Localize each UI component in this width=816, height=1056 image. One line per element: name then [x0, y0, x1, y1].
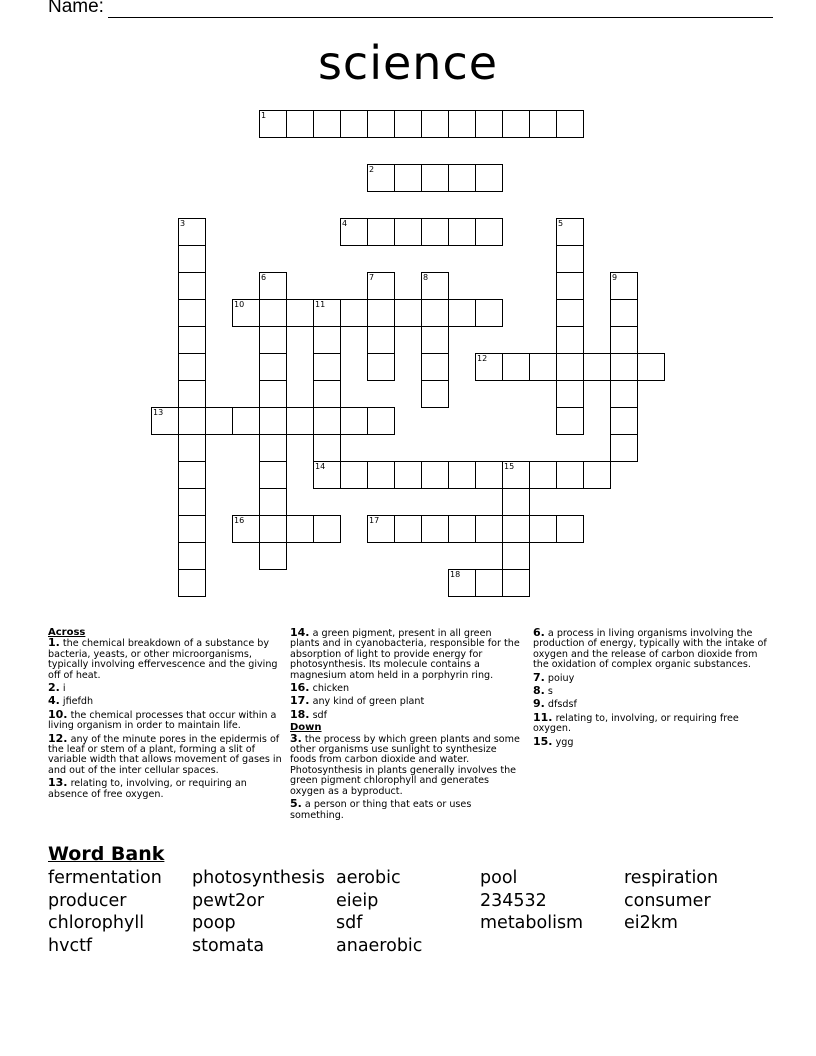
grid-cell[interactable]: [340, 110, 368, 138]
page-title: science: [317, 36, 499, 90]
grid-cell[interactable]: [502, 542, 530, 570]
word-bank-item: aerobic: [336, 868, 401, 888]
grid-cell[interactable]: [178, 407, 206, 435]
clue-text: the chemical breakdown of a substance by bacteria, yeasts, or other microorganisms, typically involving effervescence and the giving off of heat.: [48, 638, 278, 681]
grid-cell[interactable]: [448, 515, 476, 543]
clue: [533, 734, 768, 748]
grid-cell[interactable]: [394, 164, 422, 192]
clue-number: 14.: [290, 626, 310, 639]
clue-text: a process in living organisms involving the production of energy, typically with the intake of oxygen and the release of carbon dioxide from the oxidation of complex organic substances.: [533, 628, 767, 671]
grid-cell[interactable]: [556, 515, 584, 543]
grid-cell[interactable]: [367, 461, 395, 489]
clue-number: 18.: [290, 707, 310, 721]
word-bank-item: respiration: [624, 868, 719, 888]
word-bank-item: metabolism: [480, 913, 584, 933]
clue-number: 16.: [290, 681, 310, 695]
grid-cell[interactable]: [421, 326, 449, 354]
clue-number: 15: [504, 462, 515, 471]
clues-column-2: [290, 628, 520, 823]
grid-cell[interactable]: [475, 164, 503, 192]
grid-cell[interactable]: [340, 461, 368, 489]
word-bank: [48, 867, 768, 957]
grid-cell[interactable]: [178, 380, 206, 408]
grid-cell[interactable]: [205, 407, 233, 435]
grid-cell[interactable]: [394, 515, 422, 543]
grid-cell[interactable]: [529, 461, 557, 489]
grid-cell[interactable]: [421, 299, 449, 327]
grid-cell[interactable]: [394, 218, 422, 246]
clue-number: 14: [315, 462, 326, 471]
grid-cell[interactable]: [502, 353, 530, 381]
clue: [48, 683, 284, 694]
grid-cell[interactable]: [448, 299, 476, 327]
clue-text: jfiefdh: [62, 696, 94, 708]
grid-cell[interactable]: [178, 272, 206, 300]
clue-text: the process by which green plants and some other organisms use sunlight to synthesize foods from carbon dioxide and water. Photosynthesis in plants generally involves the green pigment chlorophyll and generates oxygen as a byproduct.: [290, 733, 520, 797]
grid-cell[interactable]: [556, 272, 584, 300]
grid-cell[interactable]: [502, 569, 530, 597]
grid-cell[interactable]: [340, 407, 368, 435]
clue-number: 4: [342, 219, 348, 228]
grid-cell[interactable]: [178, 542, 206, 570]
clue: [48, 778, 284, 800]
grid-cell[interactable]: [394, 299, 422, 327]
grid-cell[interactable]: [556, 326, 584, 354]
grid-cell[interactable]: [259, 515, 287, 543]
clue-text: poiuy: [547, 672, 575, 684]
grid-cell[interactable]: [448, 164, 476, 192]
clue-number: 11.: [533, 710, 553, 724]
clue: [290, 696, 520, 707]
clue-number: 5.: [290, 797, 302, 811]
clue-number: 10.: [48, 707, 68, 721]
clue-number: 8: [423, 273, 429, 282]
clue-number: 3: [180, 219, 186, 228]
grid-cell[interactable]: [367, 299, 395, 327]
grid-cell[interactable]: [529, 515, 557, 543]
clue-number: 12.: [48, 731, 68, 745]
clue-number: 13: [153, 408, 164, 417]
grid-cell[interactable]: [367, 353, 395, 381]
clue: [48, 707, 284, 732]
clue-text: ygg: [555, 736, 574, 748]
clue-text: i: [62, 683, 66, 695]
grid-cell[interactable]: [178, 245, 206, 273]
grid-cell[interactable]: [583, 461, 611, 489]
grid-cell[interactable]: [232, 299, 260, 327]
grid-cell[interactable]: [475, 110, 503, 138]
grid-cell[interactable]: [367, 515, 395, 543]
word-bank-item: stomata: [192, 935, 265, 956]
clue: [290, 628, 520, 681]
grid-cell[interactable]: [178, 488, 206, 516]
grid-cell[interactable]: [367, 110, 395, 138]
grid-cell[interactable]: [259, 488, 287, 516]
grid-cell[interactable]: [421, 110, 449, 138]
clue: [290, 799, 520, 821]
grid-cell[interactable]: [259, 272, 287, 300]
grid-cell[interactable]: [259, 380, 287, 408]
word-bank-item: pool: [480, 868, 518, 888]
grid-cell[interactable]: [448, 218, 476, 246]
grid-cell[interactable]: [286, 515, 314, 543]
grid-cell[interactable]: [313, 434, 341, 462]
grid-cell[interactable]: [313, 110, 341, 138]
grid-cell[interactable]: [502, 461, 530, 489]
grid-cell[interactable]: [529, 353, 557, 381]
clues-column-3: [533, 628, 768, 750]
clue: [533, 686, 768, 697]
grid-cell[interactable]: [610, 353, 638, 381]
clue-text: a person or thing that eats or uses something.: [290, 799, 472, 821]
grid-cell[interactable]: [610, 407, 638, 435]
grid-cell[interactable]: [448, 569, 476, 597]
grid-cell[interactable]: [421, 353, 449, 381]
clue-number: 11: [315, 300, 326, 309]
grid-cell[interactable]: [340, 218, 368, 246]
clue-text: the chemical processes that occur within a living organism in order to maintain life.: [48, 709, 277, 732]
clue-text: any kind of green plant: [312, 696, 425, 708]
grid-cell[interactable]: [475, 569, 503, 597]
clue-text: sdf: [312, 709, 328, 721]
clue-number: 12: [477, 354, 488, 363]
clue-number: 7: [369, 273, 375, 282]
name-label: Name:: [48, 0, 104, 17]
clue-text: dfsdsf: [547, 699, 577, 711]
grid-cell[interactable]: [610, 326, 638, 354]
name-line[interactable]: [108, 0, 773, 18]
clue-text: relating to, involving, or requiring an absence of free oxygen.: [48, 778, 247, 800]
clue-number: 16: [234, 516, 245, 525]
grid-cell[interactable]: [151, 407, 179, 435]
grid-cell[interactable]: [313, 380, 341, 408]
clue-number: 1: [261, 111, 267, 120]
word-bank-item: consumer: [624, 890, 711, 911]
grid-cell[interactable]: [367, 164, 395, 192]
grid-cell[interactable]: [178, 353, 206, 381]
grid-cell[interactable]: [610, 434, 638, 462]
grid-cell[interactable]: [502, 515, 530, 543]
across-heading: Across: [48, 627, 86, 638]
grid-cell[interactable]: [232, 515, 260, 543]
grid-cell[interactable]: [313, 515, 341, 543]
clue: [48, 731, 284, 777]
grid-cell[interactable]: [367, 407, 395, 435]
grid-cell[interactable]: [556, 245, 584, 273]
grid-cell[interactable]: [178, 515, 206, 543]
grid-cell[interactable]: [313, 461, 341, 489]
word-bank-item: producer: [48, 890, 127, 911]
clue: [290, 731, 520, 797]
grid-cell[interactable]: [367, 218, 395, 246]
grid-cell[interactable]: [556, 110, 584, 138]
grid-cell[interactable]: [313, 299, 341, 327]
grid-cell[interactable]: [556, 299, 584, 327]
grid-cell[interactable]: [529, 110, 557, 138]
clue: [290, 683, 520, 694]
grid-cell[interactable]: [394, 110, 422, 138]
grid-cell[interactable]: [448, 110, 476, 138]
clue-number: 1.: [48, 636, 60, 650]
grid-cell[interactable]: [313, 407, 341, 435]
clue: [533, 710, 768, 735]
grid-cell[interactable]: [610, 299, 638, 327]
word-bank-item: eieip: [336, 890, 379, 911]
word-bank-item: ei2km: [624, 913, 678, 933]
grid-cell[interactable]: [178, 326, 206, 354]
grid-cell[interactable]: [421, 272, 449, 300]
clue-number: 15.: [533, 734, 553, 748]
grid-cell[interactable]: [286, 407, 314, 435]
grid-cell[interactable]: [475, 299, 503, 327]
clue: [48, 638, 284, 681]
grid-cell[interactable]: [475, 461, 503, 489]
grid-cell[interactable]: [475, 218, 503, 246]
grid-cell[interactable]: [286, 299, 314, 327]
word-bank-item: 234532: [480, 890, 547, 911]
clue: [533, 628, 768, 671]
grid-cell[interactable]: [502, 488, 530, 516]
grid-cell[interactable]: [367, 326, 395, 354]
grid-cell[interactable]: [556, 218, 584, 246]
grid-cell[interactable]: [610, 272, 638, 300]
clue-number: 7.: [533, 670, 545, 684]
grid-cell[interactable]: [421, 164, 449, 192]
word-bank-item: fermentation: [48, 868, 162, 888]
clue-number: 3.: [290, 731, 302, 745]
grid-cell[interactable]: [583, 353, 611, 381]
grid-cell[interactable]: [502, 110, 530, 138]
grid-cell[interactable]: [421, 380, 449, 408]
clue-number: 2: [369, 165, 375, 174]
grid-cell[interactable]: [259, 434, 287, 462]
clue-number: 18: [450, 570, 461, 579]
grid-cell[interactable]: [259, 542, 287, 570]
grid-cell[interactable]: [232, 407, 260, 435]
word-bank-item: anaerobic: [336, 935, 423, 956]
grid-cell[interactable]: [313, 326, 341, 354]
grid-cell[interactable]: [556, 380, 584, 408]
grid-cell[interactable]: [259, 110, 287, 138]
clue-number: 9.: [533, 697, 545, 711]
clue-number: 2.: [48, 681, 60, 695]
name-field[interactable]: [48, 0, 773, 18]
word-bank-item: pewt2or: [192, 890, 265, 911]
clues-column-1: [48, 628, 284, 802]
grid-cell[interactable]: [394, 461, 422, 489]
grid-cell[interactable]: [286, 110, 314, 138]
clue-text: s: [547, 686, 553, 698]
grid-cell[interactable]: [178, 299, 206, 327]
clue-number: 4.: [48, 694, 60, 708]
clue-text: chicken: [312, 683, 350, 695]
clue-number: 6.: [533, 626, 545, 639]
clue-number: 6: [261, 273, 267, 282]
grid-cell[interactable]: [448, 461, 476, 489]
clue-number: 9: [612, 273, 618, 282]
clue-number: 5: [558, 219, 564, 228]
clue: [48, 696, 284, 707]
clue: [290, 707, 520, 721]
grid-cell[interactable]: [259, 407, 287, 435]
clue-number: 17.: [290, 694, 310, 708]
grid-cell[interactable]: [259, 326, 287, 354]
grid-cell[interactable]: [259, 353, 287, 381]
grid-cell[interactable]: [637, 353, 665, 381]
word-bank-item: sdf: [336, 913, 363, 933]
clue-number: 13.: [48, 776, 68, 790]
grid-cell[interactable]: [367, 272, 395, 300]
grid-cell[interactable]: [178, 461, 206, 489]
grid-cell[interactable]: [259, 299, 287, 327]
word-bank-title: Word Bank: [48, 843, 165, 865]
clue-text: a green pigment, present in all green plants and in cyanobacteria, responsible for the absorption of light to provide energy for photosynthesis. Its molecule contains a magnesium atom held in a porphyrin ring.: [290, 628, 520, 681]
clue-number: 10: [234, 300, 245, 309]
grid-cell[interactable]: [259, 461, 287, 489]
clue-text: any of the minute pores in the epidermis of the leaf or stem of a plant, forming a slit of variable width that allows movement of gases in and out of the inter cellular spaces.: [48, 733, 282, 776]
clue-number: 17: [369, 516, 380, 525]
grid-cell[interactable]: [178, 218, 206, 246]
grid-cell[interactable]: [421, 218, 449, 246]
grid-cell[interactable]: [313, 353, 341, 381]
word-bank-item: photosynthesis: [192, 868, 325, 888]
down-heading: Down: [290, 722, 322, 734]
grid-cell[interactable]: [421, 515, 449, 543]
clue-text: relating to, involving, or requiring free oxygen.: [533, 712, 739, 735]
word-bank-item: hvctf: [48, 935, 93, 956]
word-bank-item: poop: [192, 913, 236, 933]
grid-cell[interactable]: [421, 461, 449, 489]
grid-cell[interactable]: [610, 380, 638, 408]
grid-cell[interactable]: [340, 299, 368, 327]
grid-cell[interactable]: [556, 353, 584, 381]
word-bank-item: chlorophyll: [48, 913, 145, 933]
clue: [533, 699, 768, 710]
grid-cell[interactable]: [178, 569, 206, 597]
clue: [533, 670, 768, 684]
grid-cell[interactable]: [556, 407, 584, 435]
grid-cell[interactable]: [178, 434, 206, 462]
clue-number: 8.: [533, 684, 545, 698]
grid-cell[interactable]: [475, 353, 503, 381]
grid-cell[interactable]: [556, 461, 584, 489]
grid-cell[interactable]: [475, 515, 503, 543]
